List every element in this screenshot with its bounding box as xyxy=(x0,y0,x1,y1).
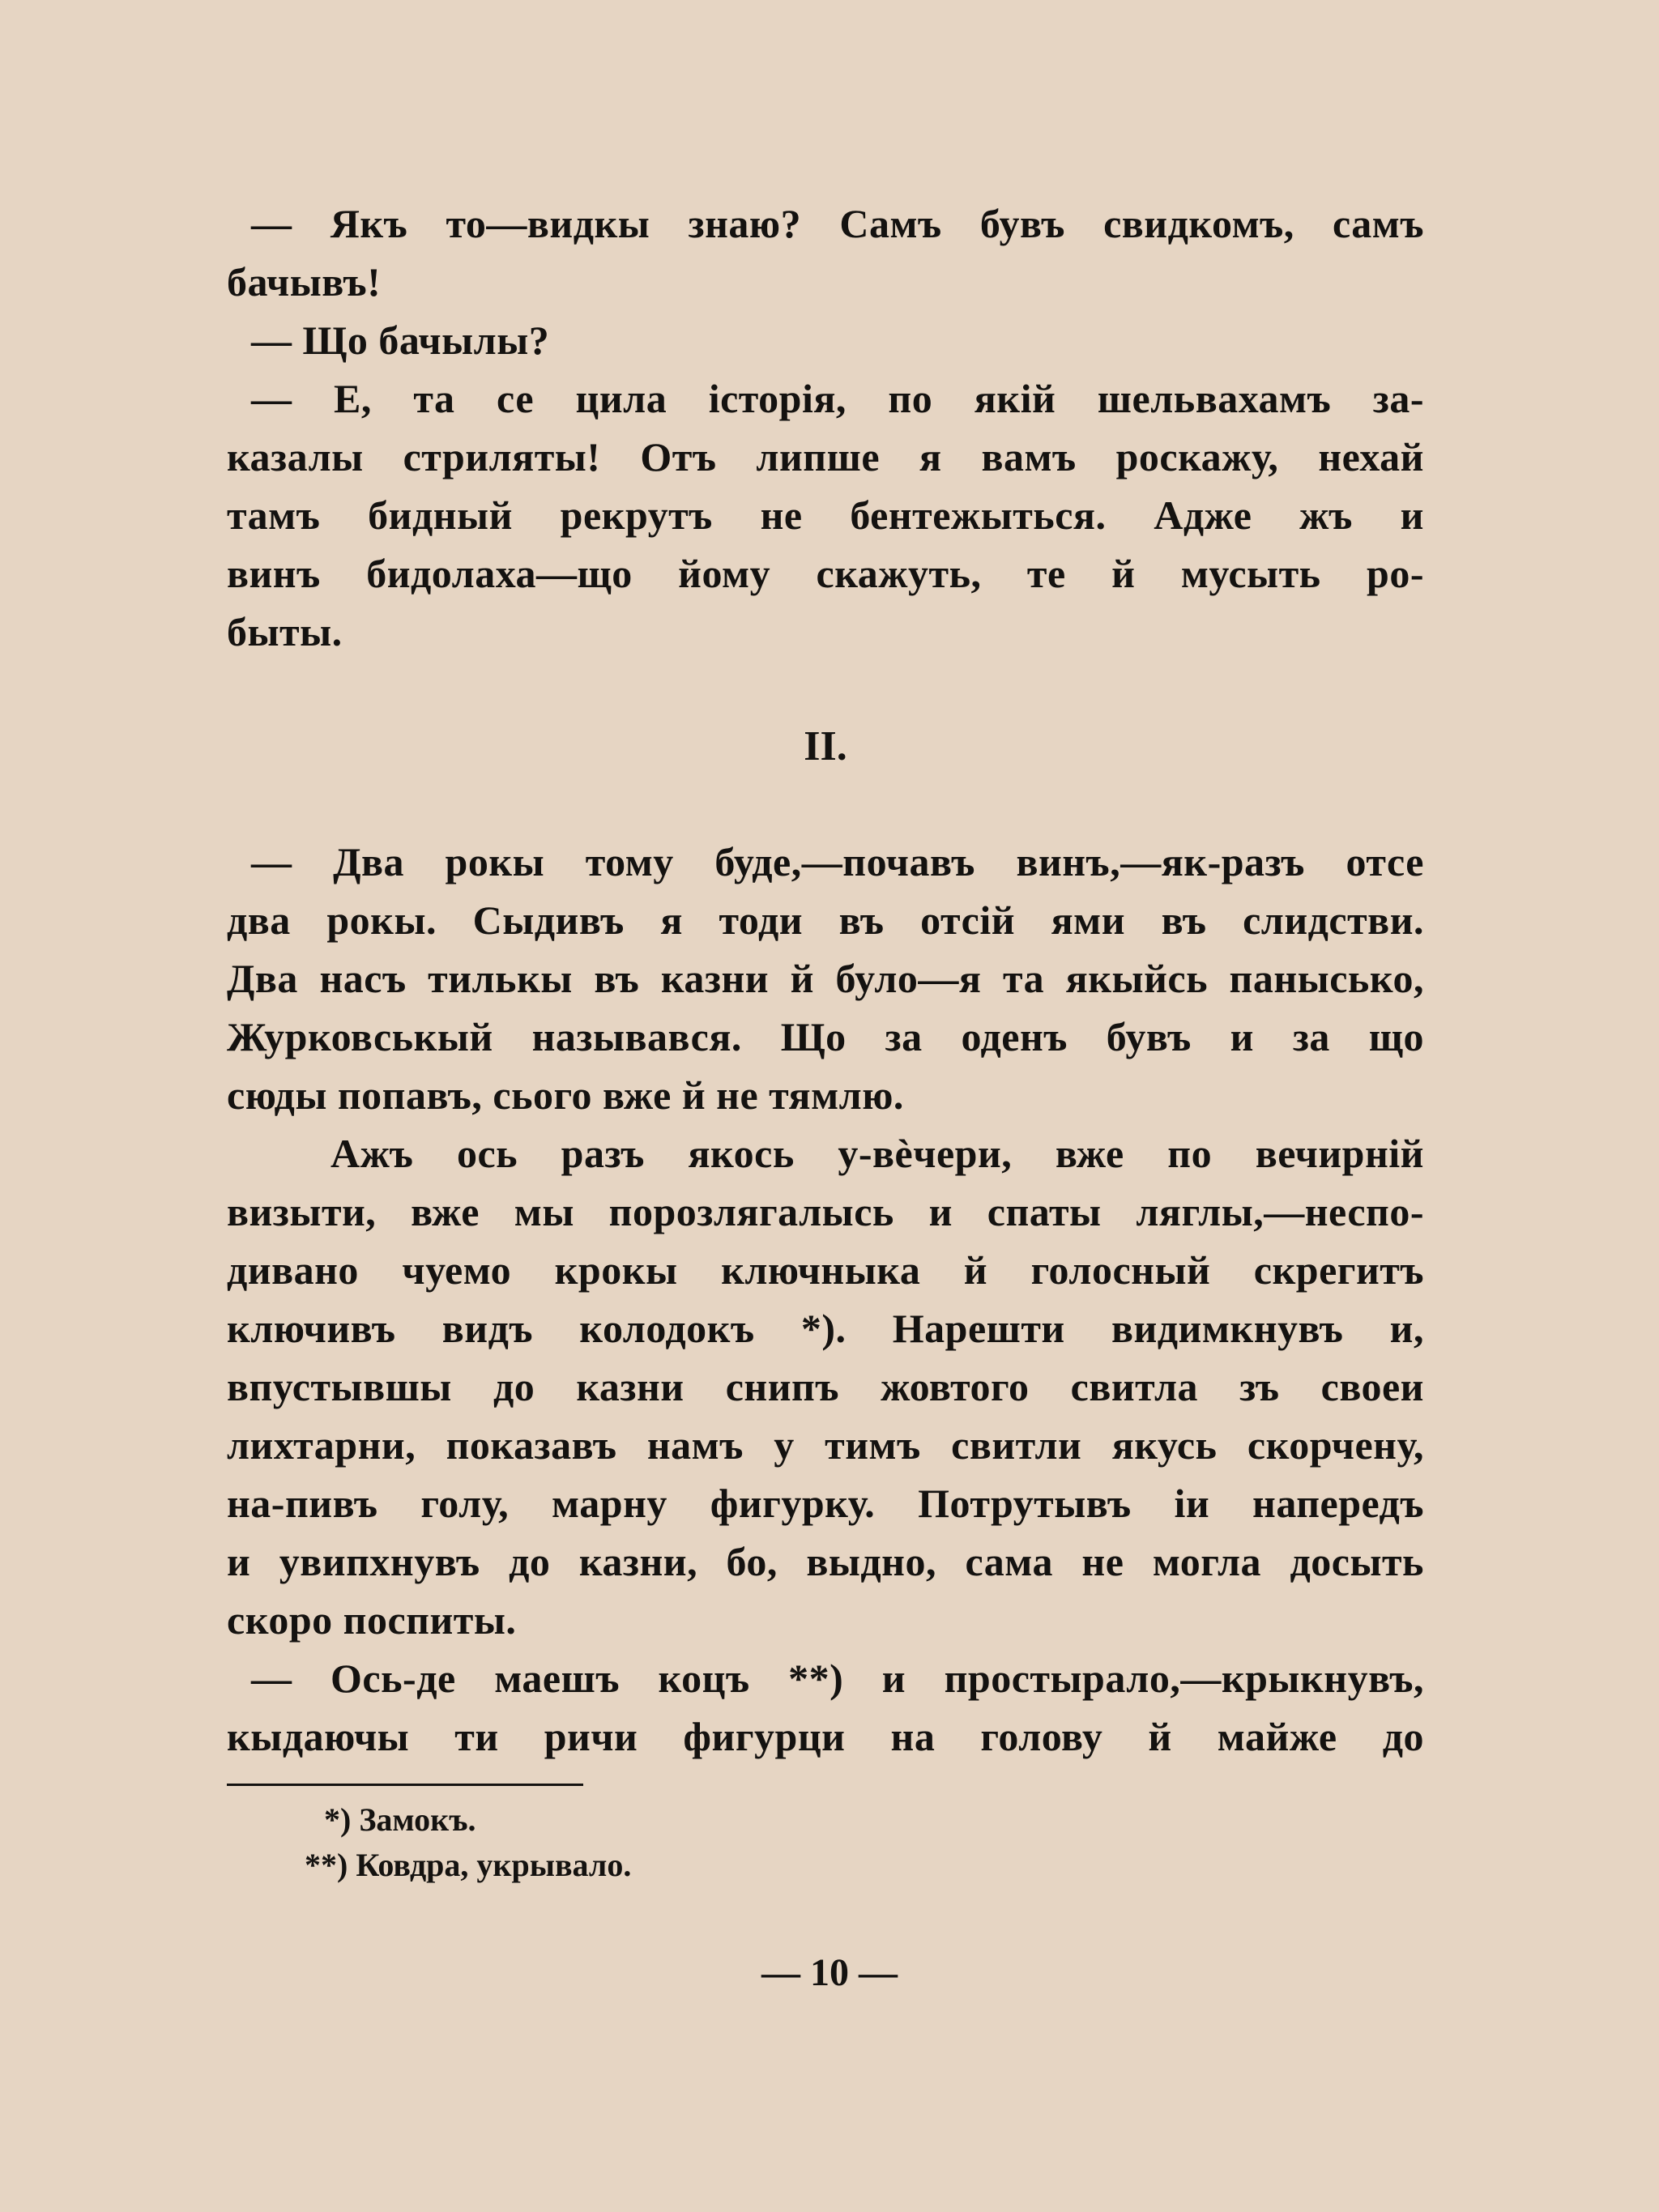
page-number: — 10 — xyxy=(761,1951,898,1994)
text-line: винъ бидолаха—що йому скажуть, те й мусыть ро- xyxy=(227,551,1424,596)
text-line: — Ось-де маешъ коцъ **) и простырало,—крыкнувъ, xyxy=(251,1656,1424,1701)
text-line: ключивъ видъ колодокъ *). Нарешти видимкнувъ и, xyxy=(227,1306,1424,1351)
text-line: лихтарни, показавъ намъ у тимъ свитли якусь скорчену, xyxy=(227,1422,1424,1468)
footnote-divider xyxy=(227,1784,583,1786)
text-line: — Два рокы тому буде,—почавъ винъ,—як-разъ отсе xyxy=(251,839,1424,884)
text-line: быты. xyxy=(227,609,343,654)
paragraph-evening xyxy=(227,1124,1424,1649)
text-line: и увипхнувъ до казни, бо, выдно, сама не могла досыть xyxy=(227,1539,1424,1584)
text-line: визыти, вже мы порозлягалысь и спаты ляглы,—неспо- xyxy=(227,1189,1424,1234)
text-line: скоро поспиты. xyxy=(227,1597,517,1643)
footnotes xyxy=(227,1797,1424,1888)
text-line: Журковськый назывався. Що за оденъ бувъ и за що xyxy=(227,1014,1424,1059)
paragraph-story-start xyxy=(227,833,1424,1124)
text-line: — Якъ то—видкы знаю? Самъ бувъ свидкомъ, самъ xyxy=(251,201,1424,246)
section-heading: II. xyxy=(804,723,847,769)
text-line: на-пивъ голу, марну фигурку. Потрутывъ іи напередъ xyxy=(227,1481,1424,1526)
text-line: тамъ бидный рекрутъ не бентежыться. Адже жъ и xyxy=(227,492,1424,538)
text-line: кыдаючы ти ричи фигурци на голову й майже до xyxy=(227,1714,1424,1759)
text-line: — Що бачылы? xyxy=(251,318,550,363)
paragraph-dialogue-opening xyxy=(227,194,1424,661)
footnote: *) Замокъ. xyxy=(324,1801,476,1838)
text-line: — Е, та се цила історія, по якій шельвахамъ за- xyxy=(251,376,1424,421)
text-line: впустывшы до казни снипъ жовтого свитла зъ своеи xyxy=(227,1364,1424,1409)
text-line: Два насъ тилькы въ казни й було—я та якыйсь панысько, xyxy=(227,956,1424,1001)
text-line: Ажъ ось разъ якось у-вѐчери, вже по вечирній xyxy=(331,1131,1424,1176)
footnote: **) Ковдра, укрывало. xyxy=(305,1847,632,1883)
text-line: дивано чуемо крокы ключныка й голосный скрегитъ xyxy=(227,1247,1424,1293)
text-line: два рокы. Сыдивъ я тоди въ отсій ями въ слидстви. xyxy=(227,897,1424,943)
page-text xyxy=(227,194,1424,1888)
text-line: сюды попавъ, сього вже й не тямлю. xyxy=(227,1072,904,1118)
text-line: казалы стриляты! Отъ липше я вамъ роскажу, нехай xyxy=(227,434,1424,479)
paragraph-shout xyxy=(227,1649,1424,1766)
text-line: бачывъ! xyxy=(227,259,382,305)
